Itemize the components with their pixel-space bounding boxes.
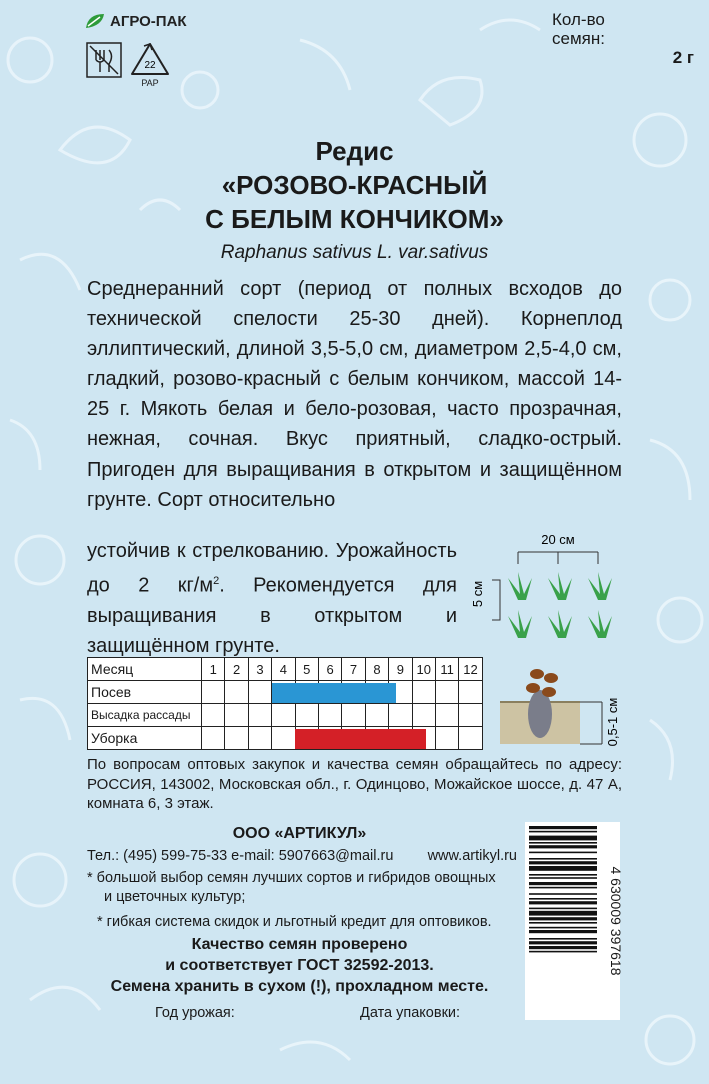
phone-line: [87, 848, 517, 864]
barcode-bar: [529, 861, 597, 864]
seedling-icons: [508, 572, 612, 638]
contact-info: По вопросам оптовых закупок и качества семян обращайтесь по адресу: РОССИЯ, 143002, Московская обл., г. Одинцово, Можайское шоссе, д. 47 А, комната 6, 3 этаж.: [87, 756, 622, 812]
barcode-bar: [529, 911, 597, 916]
recycle-icon: [130, 42, 170, 78]
row-label-harvest: Уборка: [88, 727, 202, 750]
row-label-seedlings: Высадка рассады: [88, 704, 202, 727]
month-1: 1: [202, 658, 225, 681]
month-11: 11: [435, 658, 458, 681]
plant-spacing-bracket: [492, 580, 500, 620]
calendar-row-seedlings: [88, 704, 483, 727]
product-name-line2: С БЕЛЫМ КОНЧИКОМ»: [205, 204, 504, 234]
quality-line-2: и соответствует ГОСТ 32592-2013.: [165, 957, 434, 974]
pack-date-label: Дата упаковки:: [360, 1005, 461, 1021]
seed-amount-value: 2 г: [672, 48, 694, 67]
barcode-bar: [529, 887, 597, 889]
seed-amount-label-2: семян:: [552, 29, 605, 48]
barcode-bar: [529, 831, 597, 833]
month-5: 5: [295, 658, 318, 681]
month-3: 3: [248, 658, 271, 681]
bullet-1-line-1: * большой выбор семян лучших сортов и гибридов овощных: [87, 870, 496, 886]
barcode-bar: [529, 842, 597, 844]
calendar-bar-sowing: [272, 683, 396, 703]
barcode-bar: [529, 874, 597, 876]
barcode-bar: [529, 938, 597, 940]
seed-amount-label-1: Кол-во: [552, 10, 605, 29]
calendar-bar-harvest: [295, 729, 426, 749]
sowing-depth-diagram: [495, 662, 630, 757]
month-10: 10: [412, 658, 435, 681]
description-continued: [87, 536, 457, 661]
phone-email: Тел.: (495) 599-75-33 e-mail: 5907663@mail.ru: [87, 848, 394, 864]
plant-spacing-label: 5 см: [470, 580, 485, 608]
quality-line-1: Качество семян проверено: [191, 936, 408, 953]
barcode-bar: [529, 927, 597, 929]
spacing-ticks: [518, 552, 598, 564]
barcode-bar: [529, 858, 597, 860]
recycle-label: PAP: [141, 78, 159, 88]
brand-logo: [84, 12, 187, 30]
month-2: 2: [225, 658, 248, 681]
superscript: 2: [213, 575, 220, 588]
seed-amount: [552, 10, 702, 67]
barcode-bar: [529, 930, 597, 933]
barcode-bar: [529, 866, 597, 871]
barcode-bar: [529, 877, 597, 879]
barcode-bar: [529, 922, 597, 924]
barcode-bar: [529, 898, 597, 900]
planting-scheme: [470, 530, 630, 645]
row-spacing-label: 20 см: [541, 532, 575, 547]
company-name: ООО «АРТИКУЛ»: [232, 825, 367, 842]
not-food-contact-icon: [86, 42, 122, 78]
storage-note: Семена хранить в сухом (!), прохладном месте.: [110, 978, 489, 995]
barcode-bar: [529, 901, 597, 904]
leaf-logo-icon: [84, 12, 106, 30]
calendar-month-label: Месяц: [88, 658, 202, 681]
calendar-header-row: [88, 658, 483, 681]
row-label-sowing: Посев: [88, 681, 202, 704]
barcode-bar: [529, 941, 597, 944]
brand-name: АГРО-ПАК: [110, 12, 187, 30]
barcode-bar: [529, 951, 597, 953]
month-6: 6: [318, 658, 341, 681]
harvest-year-label: Год урожая:: [155, 1005, 235, 1021]
description-cont-a: устойчив к стрелкованию. Урожайность до 2 кг/м: [87, 540, 457, 597]
bullet-1-line-2: и цветочных культур;: [104, 889, 246, 905]
barcode-bar: [529, 917, 597, 920]
package-icons: [86, 42, 170, 88]
depth-label: 0,5-1 см: [605, 697, 620, 747]
description-cont-b: . Рекомендуется для выращивания в открытом и защищённом грунте.: [87, 574, 457, 657]
barcode-bar: [529, 845, 597, 848]
description-main: Среднеранний сорт (период от полных всходов до технической спелости 25-30 дней). Корнеплод эллиптический, длиной 3,5-5,0 см, диаметром 2,5-4,0 см, гладкий, розово-красный с белым кончиком, массой 14-25 г. Мякоть белая и бело-розовая, часто прозрачная, нежная, сочная. Вкус приятный, сладко-острый. Пригоден для выращивания в открытом и защищённом грунте. Сорт относительно: [87, 278, 622, 511]
month-8: 8: [365, 658, 388, 681]
barcode-bar: [529, 893, 597, 895]
barcode-bar: [529, 852, 597, 854]
month-4: 4: [272, 658, 295, 681]
product-name-line1: «РОЗОВО-КРАСНЫЙ: [221, 170, 488, 200]
seed-in-soil: [528, 690, 552, 738]
month-7: 7: [342, 658, 365, 681]
barcode-bar: [529, 946, 597, 949]
barcode-bar: [529, 836, 597, 841]
barcode-bar: [529, 826, 597, 829]
month-9: 9: [389, 658, 412, 681]
barcode-bar: [529, 882, 597, 885]
bullet-2: * гибкая система скидок и льготный кредит для оптовиков.: [97, 914, 492, 930]
barcode: [525, 822, 624, 1020]
latin-name: Raphanus sativus L. var.sativus: [220, 242, 489, 263]
barcode-bar: [529, 908, 597, 910]
barcode-number: 4 630009 397618: [608, 866, 624, 976]
month-12: 12: [459, 658, 482, 681]
website-link[interactable]: www.artikyl.ru: [427, 848, 517, 864]
depth-bracket: [580, 702, 602, 744]
recycle-code: 22: [144, 60, 156, 71]
product-type: Редис: [315, 136, 394, 166]
